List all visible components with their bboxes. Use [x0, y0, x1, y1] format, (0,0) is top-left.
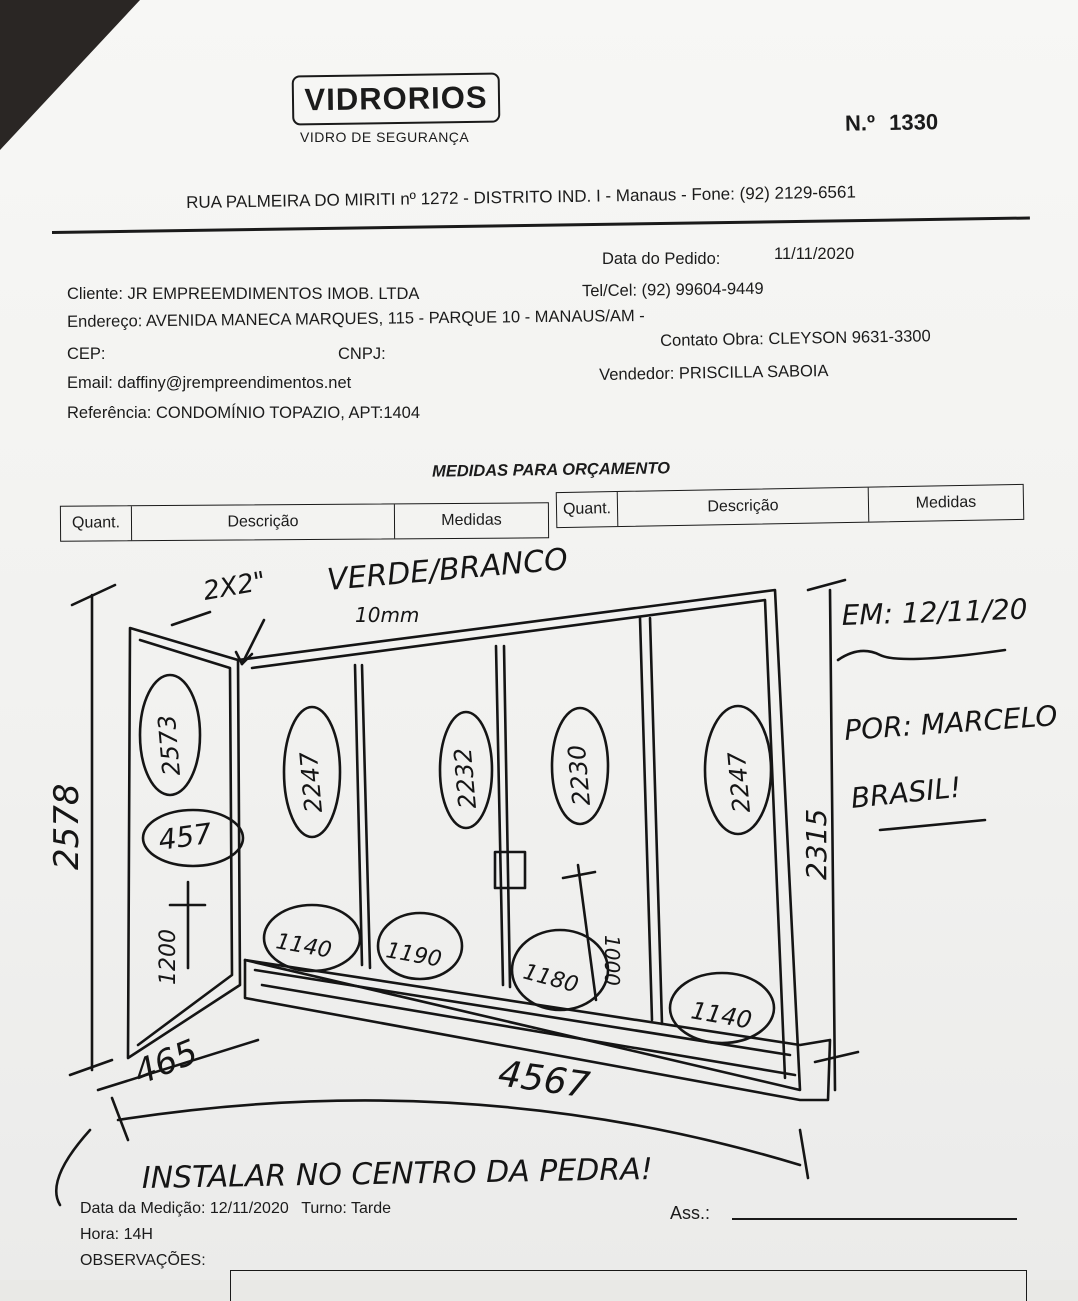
client-address: Endereço: AVENIDA MANECA MARQUES, 115 - PARQUE 10 - MANAUS/AM - — [67, 306, 645, 331]
site-contact: Contato Obra: CLEYSON 9631-3300 — [660, 327, 931, 350]
measure-date — [80, 1200, 391, 1218]
glass-spec-text: VERDE/BRANCO — [325, 542, 570, 598]
observations-box — [230, 1270, 1027, 1301]
logo-text: VIDRORIOS — [304, 79, 488, 118]
height-left-text: 2578 — [47, 783, 87, 870]
col-measures-right: Medidas — [915, 493, 977, 512]
col-description-right: Descrição — [618, 488, 870, 526]
seller-name: Vendedor: PRISCILLA SABOIA — [599, 361, 829, 384]
order-number-label: N.º — [844, 110, 876, 136]
width-d-text: 1140 — [688, 996, 754, 1035]
signature-line — [732, 1218, 1017, 1220]
angle-text: 2X2" — [201, 566, 269, 607]
note-date: EM: 12/11/20 — [841, 592, 1029, 632]
client-cep: CEP: — [67, 345, 106, 363]
client-cnpj: CNPJ: — [338, 345, 386, 363]
side-width-text: 465 — [128, 1031, 204, 1094]
handle-height-text: 1000 — [600, 935, 624, 986]
measure-time: Hora: 14H — [80, 1226, 153, 1243]
measure-date-text: Data da Medição: 12/11/2020 — [80, 1200, 289, 1217]
company-tagline: VIDRO DE SEGURANÇA — [300, 129, 470, 145]
total-width-text: 4567 — [495, 1053, 593, 1107]
measure-shift: Turno: Tarde — [301, 1200, 392, 1217]
width-c-text: 1180 — [520, 959, 582, 999]
panel-2-height-text: 2247 — [294, 750, 328, 814]
order-number-value: 1330 — [888, 109, 939, 136]
client-name: Cliente: JR EMPREEMDIMENTOS IMOB. LTDA — [67, 285, 420, 303]
order-date-label: Data do Pedido: — [602, 250, 721, 268]
col-quant-left: Quant. — [61, 506, 132, 540]
note-brand: BRASIL! — [849, 770, 963, 815]
sill-height-text: 1200 — [156, 929, 181, 985]
thickness-text: 10mm — [355, 603, 420, 627]
measures-title: MEDIDAS PARA ORÇAMENTO — [431, 459, 671, 481]
panel-5-height-text: 2247 — [722, 750, 756, 814]
note-measured-by: POR: MARCELO — [843, 699, 1059, 747]
panel-1-width-text: 457 — [156, 816, 214, 857]
width-a-text: 1140 — [273, 929, 334, 964]
col-quant-right: Quant. — [557, 492, 619, 527]
client-email: Email: daffiny@jrempreendimentos.net — [67, 374, 352, 392]
col-description-left: Descrição — [132, 504, 395, 540]
panel-1-height-text: 2573 — [152, 713, 186, 777]
observations-label: OBSERVAÇÕES: — [80, 1252, 206, 1269]
col-measures-left: Medidas — [441, 511, 502, 530]
project-reference: Referência: CONDOMÍNIO TOPAZIO, APT:1404 — [67, 404, 421, 422]
installation-instruction: INSTALAR NO CENTRO DA PEDRA! — [141, 1152, 654, 1196]
panel-3-height-text: 2232 — [448, 746, 482, 810]
panel-4-height-text: 2230 — [562, 743, 596, 807]
company-address: RUA PALMEIRA DO MIRITI nº 1272 - DISTRITO IND. I - Manaus - Fone: (92) 2129-6561 — [186, 182, 856, 212]
client-phone: Tel/Cel: (92) 99604-9449 — [581, 279, 764, 301]
order-date-value: 11/11/2020 — [774, 245, 855, 263]
signature-label: Ass.: — [670, 1203, 711, 1223]
width-b-text: 1190 — [383, 938, 444, 973]
height-right-text: 2315 — [800, 808, 833, 880]
